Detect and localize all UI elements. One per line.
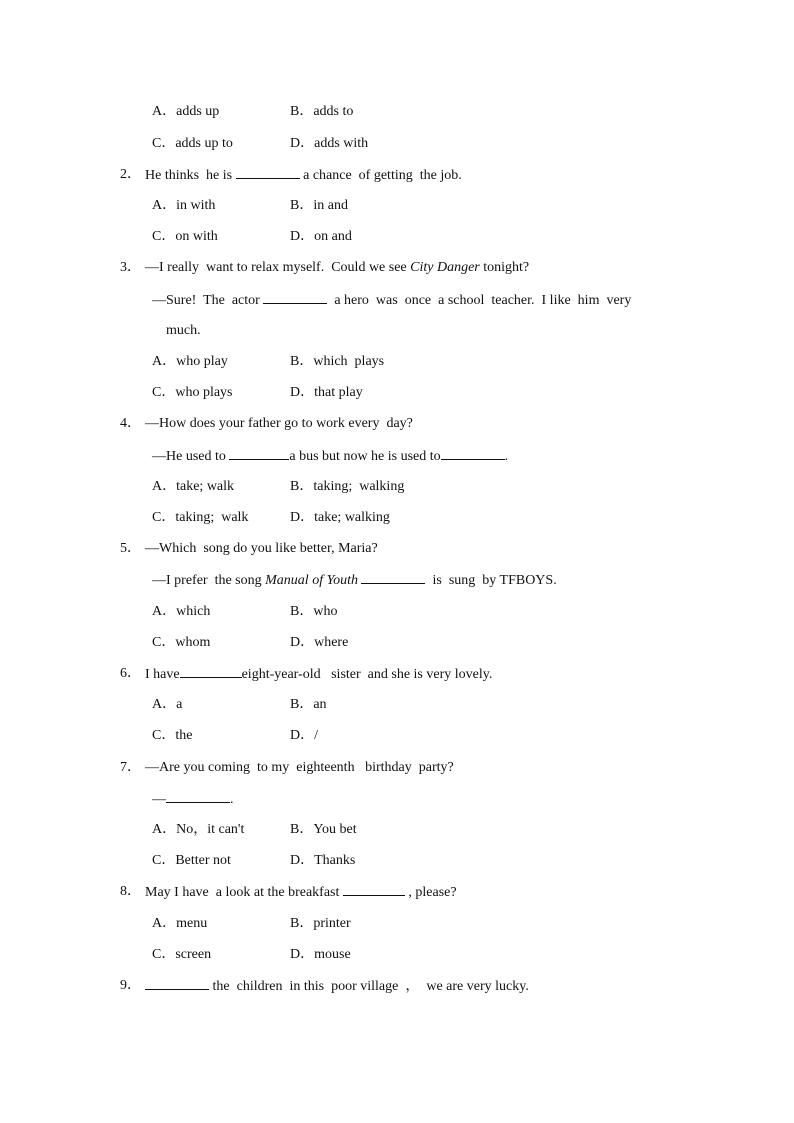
q4-l2-post: . [504, 449, 509, 464]
q7-number: 7． [120, 760, 141, 775]
q1-option-c: C．adds up to [152, 136, 233, 151]
q4-l2-pre: —He used to [152, 449, 230, 464]
q2-option-b: B．in and [290, 198, 348, 213]
q7-option-a: A．No，it can't [152, 822, 245, 837]
q8-option-a: A．menu [152, 916, 208, 931]
q3-l2-post: a hero was once a school teacher. I like him very [327, 293, 632, 308]
q8-number: 8． [120, 884, 141, 899]
q3-option-d: D．that play [290, 385, 363, 400]
q9-stem [145, 977, 529, 996]
q2-stem [145, 166, 462, 185]
q6-option-c: C．the [152, 728, 193, 743]
q8-stem [145, 883, 457, 902]
q8-option-c: C．screen [152, 947, 212, 962]
q7-line-2 [152, 790, 234, 809]
q5-l2-title: Manual of Youth [265, 573, 358, 588]
q4-option-a: A．take; walk [152, 479, 235, 494]
q8-stem-post: , please? [404, 885, 457, 900]
q3-l1-pre: —I really want to relax myself. Could we see [145, 260, 411, 275]
q3-blank [263, 291, 327, 304]
q4-l2-mid: a bus but now he is used to [289, 449, 441, 464]
q5-line-2 [152, 571, 557, 590]
q5-blank [361, 571, 425, 584]
q2-stem-pre: He thinks he is [145, 168, 236, 183]
q4-line-1: —How does your father go to work every day? [145, 416, 413, 431]
q3-line-1 [145, 259, 529, 277]
q2-option-a: A．in with [152, 198, 216, 213]
q3-l1-title: City Danger [410, 260, 480, 275]
q5-line-1: —Which song do you like better, Maria? [145, 541, 378, 556]
q3-option-b: B．which plays [290, 354, 385, 369]
q4-blank-2 [441, 447, 505, 460]
q9-stem-post: the children in this poor village ， we are very lucky. [209, 979, 529, 994]
q1-option-a: A．adds up [152, 104, 220, 119]
q8-stem-pre: May I have a look at the breakfast [145, 885, 343, 900]
q4-blank-1 [229, 447, 289, 460]
q7-l2-post: . [230, 792, 234, 807]
q7-option-b: B．You bet [290, 822, 357, 837]
q5-option-b: B．who [290, 604, 338, 619]
q2-stem-post: a chance of getting the job. [299, 168, 462, 183]
q9-number: 9． [120, 978, 141, 993]
q5-option-d: D．where [290, 635, 349, 650]
q6-option-a: A．a [152, 697, 183, 712]
q5-option-a: A．which [152, 604, 211, 619]
q3-l2-pre: —Sure! The actor [152, 293, 264, 308]
q7-option-d: D．Thanks [290, 853, 356, 868]
q5-option-c: C．whom [152, 635, 211, 650]
q4-option-c: C．taking; walk [152, 510, 249, 525]
q4-number: 4． [120, 416, 141, 431]
q3-line-2 [152, 291, 631, 310]
q1-option-d: D．adds with [290, 136, 369, 151]
q8-blank [343, 883, 405, 896]
q2-option-d: D．on and [290, 229, 352, 244]
q3-line-3: much. [166, 323, 201, 338]
q7-l2-pre: — [152, 792, 166, 807]
q6-number: 6． [120, 666, 141, 681]
q8-option-b: B．printer [290, 916, 351, 931]
q4-option-d: D．take; walking [290, 510, 390, 525]
q3-number: 3． [120, 260, 141, 275]
q6-option-b: B．an [290, 697, 327, 712]
q2-number: 2． [120, 167, 141, 182]
q3-option-c: C．who plays [152, 385, 233, 400]
q3-option-a: A．who play [152, 354, 228, 369]
q6-stem-post: eight-year-old sister and she is very lovely. [241, 667, 493, 682]
q6-stem-pre: I have [145, 667, 180, 682]
q7-line-1: —Are you coming to my eighteenth birthday party? [145, 760, 454, 775]
q6-option-d: D．/ [290, 728, 318, 743]
q3-l1-post: tonight? [479, 260, 530, 275]
q7-option-c: C．Better not [152, 853, 231, 868]
q6-stem [145, 665, 492, 684]
q6-blank [180, 665, 242, 678]
q7-blank [166, 790, 230, 803]
q4-line-2 [152, 447, 508, 466]
q1-option-b: B．adds to [290, 104, 354, 119]
q2-option-c: C．on with [152, 229, 218, 244]
q5-l2-pre: —I prefer the song [152, 573, 266, 588]
q4-option-b: B．taking; walking [290, 479, 405, 494]
q2-blank [236, 166, 300, 179]
q9-blank [145, 977, 209, 990]
q5-l2-post: is sung by TFBOYS. [425, 573, 557, 588]
q5-number: 5． [120, 541, 141, 556]
q8-option-d: D．mouse [290, 947, 351, 962]
